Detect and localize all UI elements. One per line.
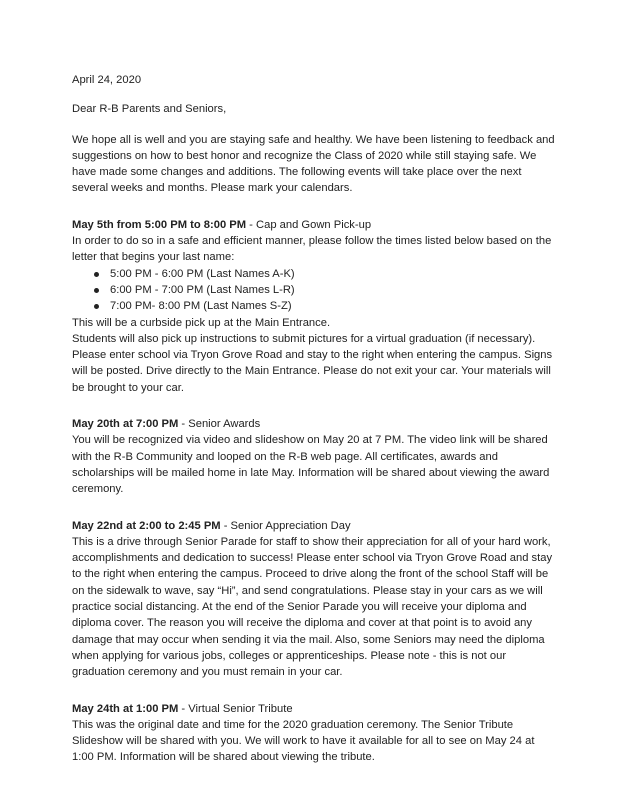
section-title: - Virtual Senior Tribute	[178, 702, 293, 715]
curbside-note: This will be a curbside pick up at the Main Entrance.	[72, 316, 331, 329]
section-body: This is a drive through Senior Parade for staff to show their appreciation for all of your hard work, accomplishments and dedication to success! Please enter school via Tryon Grove Road and stay to the right when entering the campus. Proceed to drive along the front of the school Staff will be on the sidewalk to wave, say “Hi”, and send congratulations. Please stay in your cars as we will practice social distancing. At the end of the Senior Parade you will receive your diploma and diploma cover. The reason you will receive the diploma and cover at that point is to avoid any damage that may occur when sending it via the mail. Also, some Seniors may need the diploma when applying for various jobs, colleges or apprenticeships. Please note - this is not our graduation ceremony and you must remain in your car.	[72, 535, 553, 679]
section-body: You will be recognized via video and slideshow on May 20 at 7 PM. The video link will be shared with the R-B Community and looped on the R-B web page. All certificates, awards and scholarships will be mailed home in late May. Information will be shared about viewing the award ceremony.	[72, 434, 550, 496]
section-title: - Senior Awards	[178, 418, 261, 431]
list-item: 6:00 PM - 7:00 PM (Last Names L-R)	[72, 282, 558, 298]
pickup-times-list	[72, 266, 558, 315]
section-title: - Cap and Gown Pick-up	[246, 218, 372, 231]
section-heading	[72, 701, 558, 717]
section-date: May 22nd at 2:00 to 2:45 PM	[72, 519, 221, 532]
section-senior-awards	[72, 416, 558, 497]
intro-paragraph: We hope all is well and you are staying safe and healthy. We have been listening to feedback and suggestions on how to best honor and recognize the Class of 2020 while still staying safe. We have made some changes and additions. The following events will take place over the next several weeks and months. Please mark your calendars.	[72, 133, 555, 195]
section-date: May 20th at 7:00 PM	[72, 418, 179, 431]
section-date: May 5th from 5:00 PM to 8:00 PM	[72, 218, 247, 231]
section-cap-and-gown	[72, 217, 558, 396]
letter-greeting: Dear R-B Parents and Seniors,	[72, 103, 227, 116]
section-heading	[72, 416, 558, 432]
section-heading	[72, 217, 558, 233]
list-item: 5:00 PM - 6:00 PM (Last Names A-K)	[72, 266, 558, 282]
section-lead: In order to do so in a safe and efficient manner, please follow the times listed below based on the letter that begins your last name:	[72, 235, 552, 264]
section-body: This was the original date and time for the 2020 graduation ceremony. The Senior Tribute Slideshow will be shared with you. We will work to have it available for all to see on May 24 at 1:00 PM. Information will be shared about viewing the tribute.	[72, 718, 535, 764]
list-item: 7:00 PM- 8:00 PM (Last Names S-Z)	[72, 298, 558, 314]
section-date: May 24th at 1:00 PM	[72, 702, 179, 715]
pickup-instructions: Students will also pick up instructions to submit pictures for a virtual graduation (if necessary). Please enter school via Tryon Grove Road and stay to the right when entering the campus. Signs will be posted. Drive directly to the Main Entrance. Please do not exit your car. Your materials will be brought to your car.	[72, 332, 553, 394]
letter-date: April 24, 2020	[72, 74, 142, 86]
section-appreciation-day	[72, 518, 558, 681]
section-title: - Senior Appreciation Day	[220, 519, 351, 532]
section-virtual-tribute	[72, 701, 558, 766]
section-heading	[72, 518, 558, 534]
